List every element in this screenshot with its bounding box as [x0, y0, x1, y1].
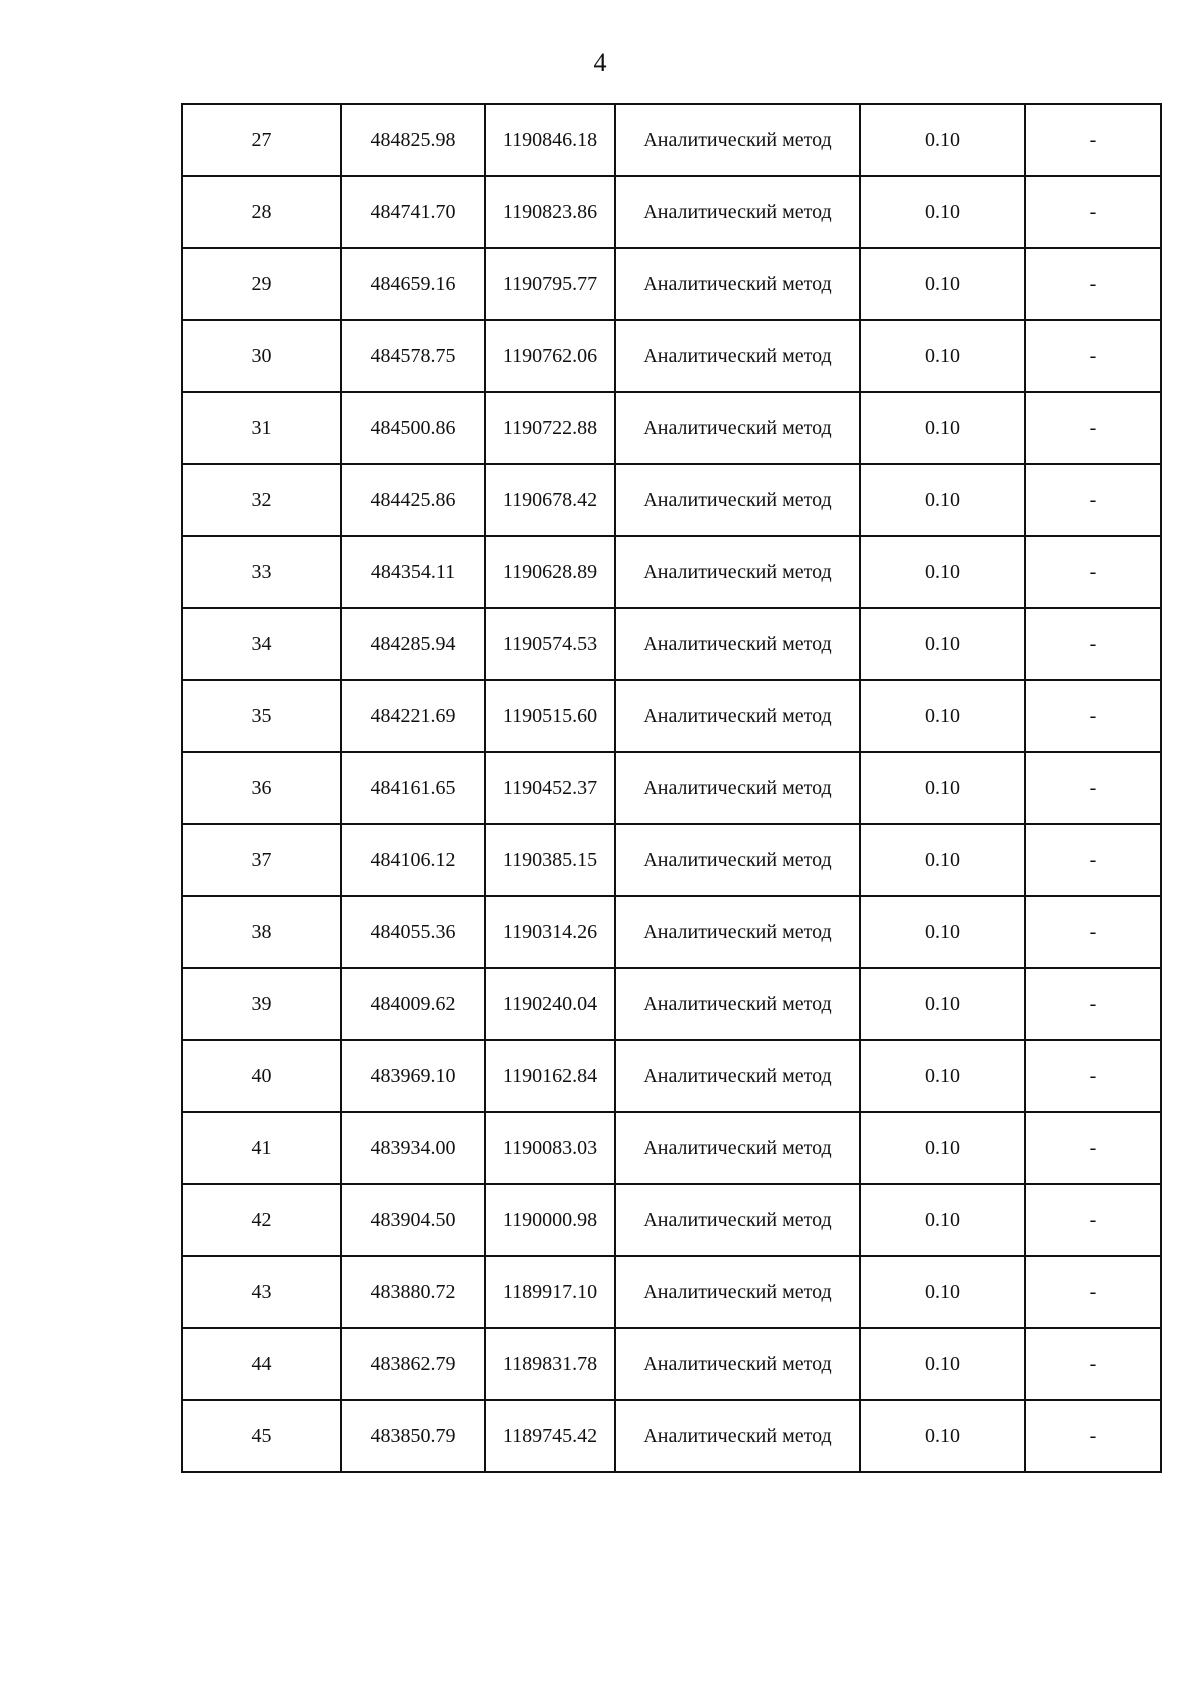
method-cell: Аналитический метод	[615, 1040, 860, 1112]
table-row	[182, 320, 1161, 392]
precision-cell: 0.10	[860, 1256, 1025, 1328]
table-row	[182, 536, 1161, 608]
point-number-cell: 30	[182, 320, 341, 392]
extra-cell: -	[1025, 1040, 1161, 1112]
y-coordinate-cell: 1190722.88	[485, 392, 615, 464]
x-coordinate-cell: 483969.10	[341, 1040, 485, 1112]
x-coordinate-cell: 483904.50	[341, 1184, 485, 1256]
page-number: 4	[593, 48, 607, 77]
x-coordinate-cell: 484285.94	[341, 608, 485, 680]
point-number-cell: 37	[182, 824, 341, 896]
coordinates-table-body	[182, 104, 1161, 1472]
x-coordinate-cell: 484055.36	[341, 896, 485, 968]
precision-cell: 0.10	[860, 1040, 1025, 1112]
y-coordinate-cell: 1190823.86	[485, 176, 615, 248]
precision-cell: 0.10	[860, 608, 1025, 680]
precision-cell: 0.10	[860, 1400, 1025, 1472]
extra-cell: -	[1025, 392, 1161, 464]
y-coordinate-cell: 1190314.26	[485, 896, 615, 968]
table-row	[182, 896, 1161, 968]
y-coordinate-cell: 1190628.89	[485, 536, 615, 608]
x-coordinate-cell: 484009.62	[341, 968, 485, 1040]
x-coordinate-cell: 484578.75	[341, 320, 485, 392]
y-coordinate-cell: 1190846.18	[485, 104, 615, 176]
method-cell: Аналитический метод	[615, 176, 860, 248]
precision-cell: 0.10	[860, 536, 1025, 608]
x-coordinate-cell: 483934.00	[341, 1112, 485, 1184]
extra-cell: -	[1025, 536, 1161, 608]
method-cell: Аналитический метод	[615, 1400, 860, 1472]
point-number-cell: 35	[182, 680, 341, 752]
table-row	[182, 392, 1161, 464]
method-cell: Аналитический метод	[615, 248, 860, 320]
x-coordinate-cell: 484425.86	[341, 464, 485, 536]
point-number-cell: 40	[182, 1040, 341, 1112]
table-row	[182, 1112, 1161, 1184]
x-coordinate-cell: 483850.79	[341, 1400, 485, 1472]
precision-cell: 0.10	[860, 1112, 1025, 1184]
table-row	[182, 608, 1161, 680]
y-coordinate-cell: 1189831.78	[485, 1328, 615, 1400]
x-coordinate-cell: 483862.79	[341, 1328, 485, 1400]
point-number-cell: 28	[182, 176, 341, 248]
extra-cell: -	[1025, 320, 1161, 392]
y-coordinate-cell: 1190162.84	[485, 1040, 615, 1112]
method-cell: Аналитический метод	[615, 680, 860, 752]
table-row	[182, 248, 1161, 320]
precision-cell: 0.10	[860, 752, 1025, 824]
method-cell: Аналитический метод	[615, 1328, 860, 1400]
x-coordinate-cell: 484659.16	[341, 248, 485, 320]
method-cell: Аналитический метод	[615, 536, 860, 608]
y-coordinate-cell: 1189745.42	[485, 1400, 615, 1472]
precision-cell: 0.10	[860, 896, 1025, 968]
table-row	[182, 1040, 1161, 1112]
precision-cell: 0.10	[860, 1328, 1025, 1400]
extra-cell: -	[1025, 1328, 1161, 1400]
extra-cell: -	[1025, 176, 1161, 248]
y-coordinate-cell: 1190452.37	[485, 752, 615, 824]
point-number-cell: 34	[182, 608, 341, 680]
extra-cell: -	[1025, 1256, 1161, 1328]
table-row	[182, 968, 1161, 1040]
table-row	[182, 680, 1161, 752]
y-coordinate-cell: 1190678.42	[485, 464, 615, 536]
x-coordinate-cell: 484500.86	[341, 392, 485, 464]
extra-cell: -	[1025, 896, 1161, 968]
point-number-cell: 32	[182, 464, 341, 536]
coordinates-table	[181, 103, 1162, 1473]
extra-cell: -	[1025, 752, 1161, 824]
y-coordinate-cell: 1190000.98	[485, 1184, 615, 1256]
precision-cell: 0.10	[860, 464, 1025, 536]
table-row	[182, 824, 1161, 896]
extra-cell: -	[1025, 680, 1161, 752]
method-cell: Аналитический метод	[615, 968, 860, 1040]
y-coordinate-cell: 1190574.53	[485, 608, 615, 680]
table-row	[182, 1184, 1161, 1256]
extra-cell: -	[1025, 464, 1161, 536]
point-number-cell: 44	[182, 1328, 341, 1400]
y-coordinate-cell: 1190795.77	[485, 248, 615, 320]
method-cell: Аналитический метод	[615, 1256, 860, 1328]
extra-cell: -	[1025, 1184, 1161, 1256]
table-row	[182, 104, 1161, 176]
table-row	[182, 464, 1161, 536]
extra-cell: -	[1025, 608, 1161, 680]
method-cell: Аналитический метод	[615, 392, 860, 464]
y-coordinate-cell: 1190515.60	[485, 680, 615, 752]
method-cell: Аналитический метод	[615, 896, 860, 968]
table-row	[182, 1256, 1161, 1328]
precision-cell: 0.10	[860, 392, 1025, 464]
precision-cell: 0.10	[860, 104, 1025, 176]
x-coordinate-cell: 484221.69	[341, 680, 485, 752]
precision-cell: 0.10	[860, 320, 1025, 392]
x-coordinate-cell: 483880.72	[341, 1256, 485, 1328]
x-coordinate-cell: 484741.70	[341, 176, 485, 248]
point-number-cell: 29	[182, 248, 341, 320]
extra-cell: -	[1025, 248, 1161, 320]
point-number-cell: 45	[182, 1400, 341, 1472]
method-cell: Аналитический метод	[615, 824, 860, 896]
table-row	[182, 752, 1161, 824]
y-coordinate-cell: 1190385.15	[485, 824, 615, 896]
point-number-cell: 31	[182, 392, 341, 464]
extra-cell: -	[1025, 1400, 1161, 1472]
extra-cell: -	[1025, 104, 1161, 176]
y-coordinate-cell: 1190083.03	[485, 1112, 615, 1184]
precision-cell: 0.10	[860, 968, 1025, 1040]
x-coordinate-cell: 484825.98	[341, 104, 485, 176]
precision-cell: 0.10	[860, 1184, 1025, 1256]
point-number-cell: 42	[182, 1184, 341, 1256]
point-number-cell: 41	[182, 1112, 341, 1184]
table-row	[182, 176, 1161, 248]
x-coordinate-cell: 484354.11	[341, 536, 485, 608]
point-number-cell: 43	[182, 1256, 341, 1328]
method-cell: Аналитический метод	[615, 104, 860, 176]
method-cell: Аналитический метод	[615, 1184, 860, 1256]
x-coordinate-cell: 484106.12	[341, 824, 485, 896]
table-row	[182, 1400, 1161, 1472]
point-number-cell: 39	[182, 968, 341, 1040]
point-number-cell: 38	[182, 896, 341, 968]
method-cell: Аналитический метод	[615, 320, 860, 392]
precision-cell: 0.10	[860, 680, 1025, 752]
extra-cell: -	[1025, 824, 1161, 896]
precision-cell: 0.10	[860, 248, 1025, 320]
x-coordinate-cell: 484161.65	[341, 752, 485, 824]
point-number-cell: 33	[182, 536, 341, 608]
precision-cell: 0.10	[860, 824, 1025, 896]
extra-cell: -	[1025, 968, 1161, 1040]
precision-cell: 0.10	[860, 176, 1025, 248]
table-row	[182, 1328, 1161, 1400]
y-coordinate-cell: 1190762.06	[485, 320, 615, 392]
method-cell: Аналитический метод	[615, 752, 860, 824]
y-coordinate-cell: 1189917.10	[485, 1256, 615, 1328]
method-cell: Аналитический метод	[615, 464, 860, 536]
extra-cell: -	[1025, 1112, 1161, 1184]
y-coordinate-cell: 1190240.04	[485, 968, 615, 1040]
point-number-cell: 27	[182, 104, 341, 176]
method-cell: Аналитический метод	[615, 1112, 860, 1184]
method-cell: Аналитический метод	[615, 608, 860, 680]
point-number-cell: 36	[182, 752, 341, 824]
